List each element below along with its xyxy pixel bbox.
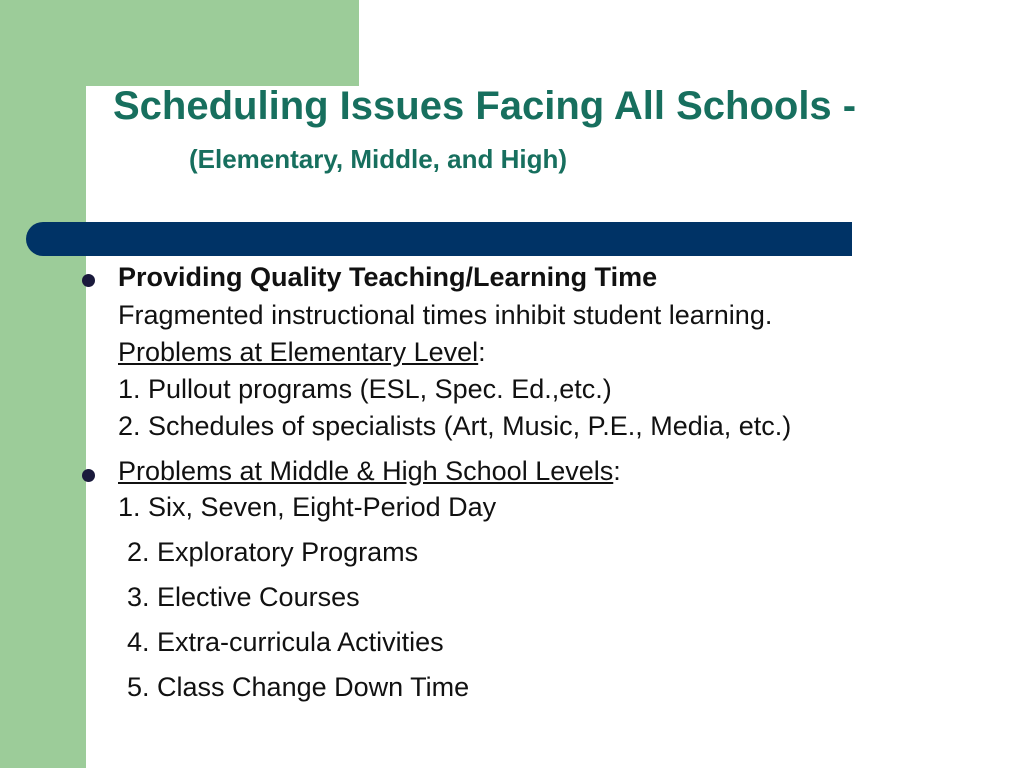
bullet-2-subheading-line [118,456,621,487]
title-divider-bar [26,222,852,256]
bullet-2-subheading: Problems at Middle & High School Levels [118,456,614,486]
bullet-1-colon: : [478,337,486,367]
bullet-dot-2 [82,469,95,482]
bullet-1-subheading: Problems at Elementary Level [118,337,479,367]
slide-title: Scheduling Issues Facing All Schools - [113,84,857,128]
elementary-item-2: 2. Schedules of specialists (Art, Music, P.E., Media, etc.) [118,411,792,441]
green-frame-top [0,0,359,86]
green-frame-left [0,86,86,768]
elementary-item-1: 1. Pullout programs (ESL, Spec. Ed.,etc.) [118,374,612,404]
secondary-item-3: 3. Elective Courses [127,582,360,612]
secondary-item-1: 1. Six, Seven, Eight-Period Day [118,492,497,522]
bullet-1-subheading-line [118,337,486,368]
secondary-item-5: 5. Class Change Down Time [127,672,470,702]
bullet-1-text: Fragmented instructional times inhibit student learning. [118,300,773,330]
bullet-2-colon: : [613,456,621,486]
secondary-item-2: 2. Exploratory Programs [127,537,419,567]
secondary-item-4: 4. Extra-curricula Activities [127,627,444,657]
bullet-dot-1 [82,274,95,287]
bullet-1-heading: Providing Quality Teaching/Learning Time [118,262,658,292]
slide-subtitle: (Elementary, Middle, and High) [189,144,568,174]
